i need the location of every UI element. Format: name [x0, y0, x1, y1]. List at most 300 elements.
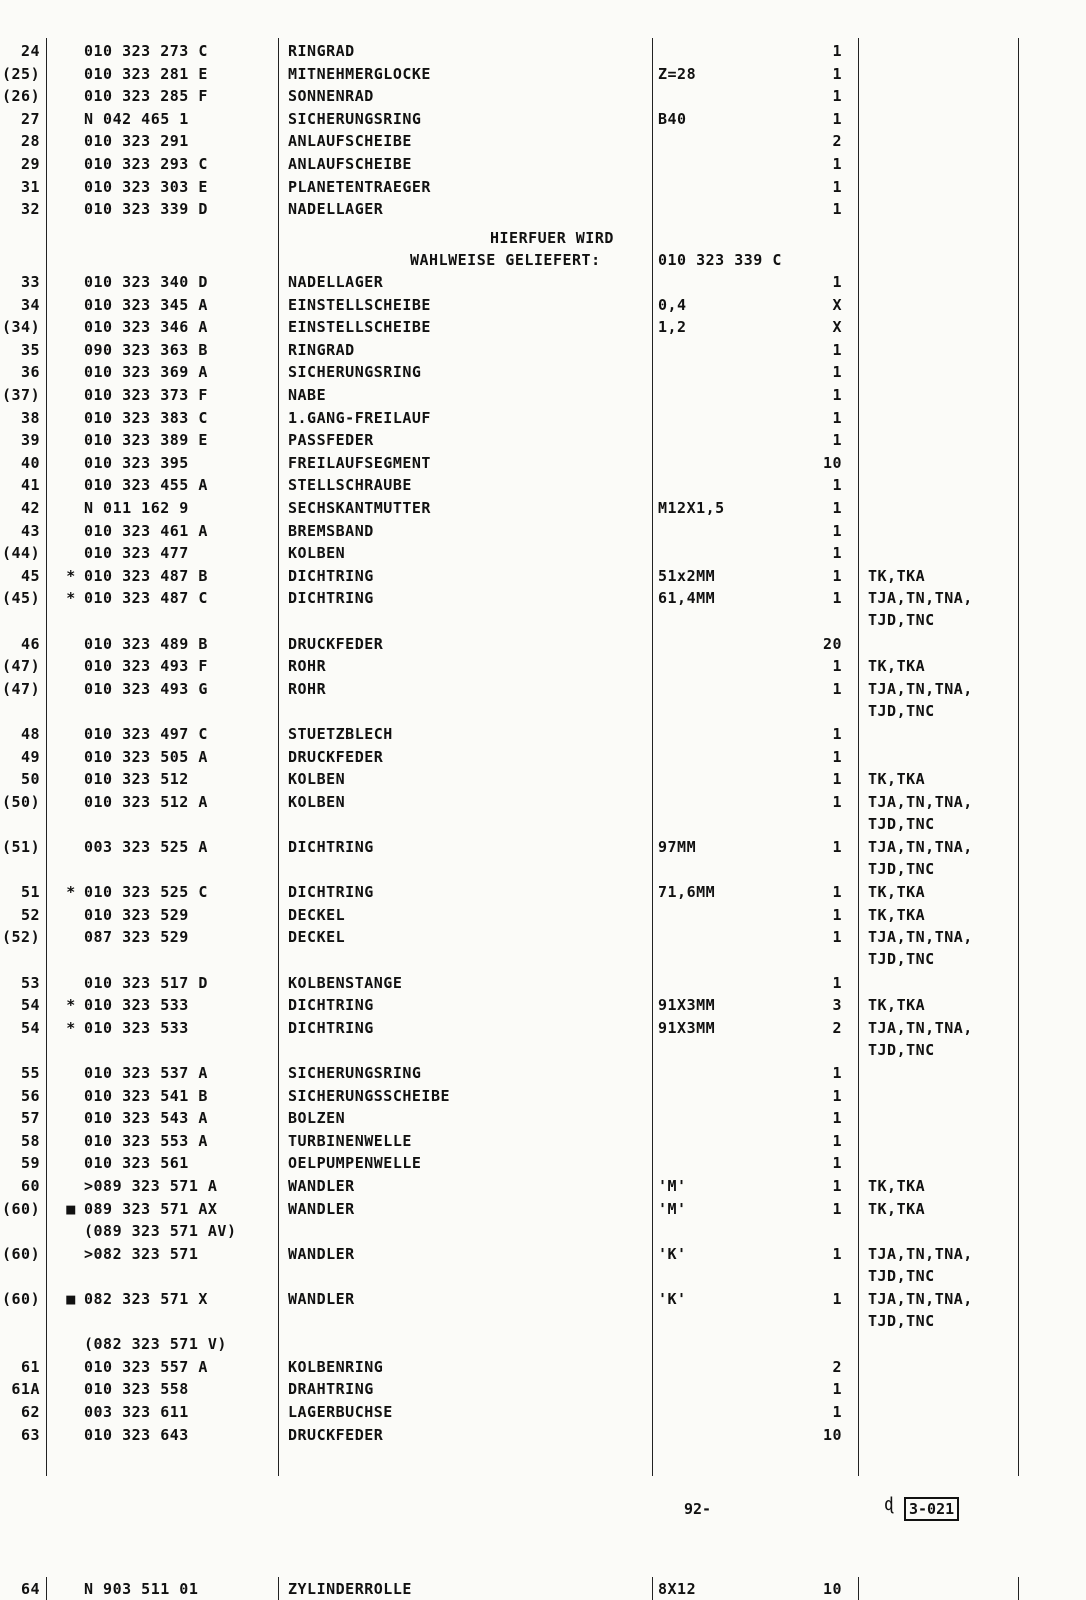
quantity: 1 [832, 1403, 842, 1421]
part-number: N 011 162 9 [84, 499, 189, 517]
part-number: >089 323 571 A [84, 1177, 218, 1195]
quantity: 1 [832, 928, 842, 947]
quantity: 1 [832, 87, 842, 106]
position-number: 33 [20, 273, 40, 291]
quantity: 1 [832, 973, 842, 992]
position-number: 48 [20, 725, 40, 743]
table-row [0, 1220, 1086, 1242]
quantity: 1 [832, 1154, 842, 1173]
position-number: 51 [20, 883, 40, 902]
part-number: 010 323 461 A [84, 521, 208, 540]
position-number: 61A [11, 1380, 40, 1399]
table-row [0, 1130, 1086, 1152]
table-row [0, 565, 1086, 587]
part-description: ANLAUFSCHEIBE [288, 132, 412, 151]
quantity: 1 [832, 566, 842, 585]
part-number: 003 323 525 A [84, 838, 208, 856]
table-row [0, 130, 1086, 152]
part-spec: 71,6MM [658, 883, 716, 902]
part-spec: 'M' [658, 1177, 687, 1195]
quantity: 1 [832, 155, 842, 173]
part-spec: 0,4 [658, 295, 687, 314]
position-number: (45) [2, 589, 41, 608]
part-number: 010 323 525 C [84, 883, 208, 902]
part-description: KOLBEN [288, 544, 346, 563]
part-description: OELPUMPENWELLE [288, 1154, 422, 1173]
table-row [0, 1378, 1086, 1400]
part-number: 010 323 339 D [84, 200, 208, 219]
part-spec: 91X3MM [658, 1018, 716, 1037]
part-description: TURBINENWELLE [288, 1131, 412, 1150]
table-row [0, 361, 1086, 383]
part-number: 010 323 541 B [84, 1086, 208, 1105]
quantity: 1 [832, 657, 842, 676]
quantity: 1 [832, 792, 842, 811]
table-row [0, 1198, 1086, 1220]
position-number: (60) [2, 1290, 41, 1308]
part-description: WANDLER [288, 1199, 355, 1218]
part-number: 010 323 543 A [84, 1109, 208, 1128]
part-number: 010 323 505 A [84, 747, 208, 766]
part-description: STUETZBLECH [288, 725, 393, 743]
position-number: (25) [2, 64, 41, 83]
model-applicability: TJA,TN,TNA, [868, 838, 973, 856]
part-number: 010 323 487 C [84, 589, 208, 608]
position-number: (52) [2, 928, 41, 947]
position-number: 62 [20, 1403, 40, 1421]
part-number: 010 323 537 A [84, 1064, 208, 1082]
part-description: KOLBEN [288, 792, 346, 811]
quantity: 1 [832, 177, 842, 196]
quantity: 1 [832, 544, 842, 563]
quantity: 1 [832, 1380, 842, 1399]
row-marker: * [66, 566, 76, 585]
part-description: KOLBENSTANGE [288, 973, 403, 992]
part-description: DICHTRING [288, 838, 374, 856]
part-spec: M12X1,5 [658, 499, 725, 517]
table-row [0, 339, 1086, 361]
table-row [0, 1062, 1086, 1084]
quantity: X [832, 318, 842, 337]
part-spec: 'K' [658, 1290, 687, 1308]
table-row [0, 1152, 1086, 1174]
table-row [0, 881, 1086, 903]
position-number: 60 [20, 1177, 40, 1195]
position-number: 39 [20, 431, 40, 450]
position-number: 42 [20, 499, 40, 517]
table-row [0, 994, 1086, 1016]
table-row [0, 1175, 1086, 1197]
table-row [0, 452, 1086, 474]
part-number: 010 323 529 [84, 905, 189, 924]
part-number: 010 323 281 E [84, 64, 208, 83]
model-applicability: TJD,TNC [868, 860, 935, 878]
position-number: 63 [20, 1425, 40, 1444]
position-number: 32 [20, 200, 40, 219]
model-applicability: TJD,TNC [868, 611, 935, 630]
row-marker: * [66, 996, 76, 1015]
part-description: DRUCKFEDER [288, 747, 384, 766]
part-number: 010 323 558 [84, 1380, 189, 1399]
table-row [0, 271, 1086, 293]
part-number: 010 323 497 C [84, 725, 208, 743]
part-description: FREILAUFSEGMENT [288, 453, 431, 472]
part-number: 010 323 346 A [84, 318, 208, 337]
part-description: EINSTELLSCHEIBE [288, 318, 431, 337]
quantity: 1 [832, 521, 842, 540]
row-marker: ■ [66, 1199, 76, 1218]
part-description: ZYLINDERROLLE [288, 1580, 412, 1598]
position-number: 54 [20, 996, 40, 1015]
part-description: SECHSKANTMUTTER [288, 499, 431, 517]
table-row [0, 836, 1086, 878]
position-number: 53 [20, 973, 40, 992]
part-number: 010 323 373 F [84, 386, 208, 404]
part-description: EINSTELLSCHEIBE [288, 295, 431, 314]
table-row [0, 746, 1086, 768]
quantity: 2 [832, 1357, 842, 1376]
model-applicability: TK,TKA [868, 657, 926, 676]
quantity: 3 [832, 996, 842, 1015]
part-description: DICHTRING [288, 566, 374, 585]
row-marker: ■ [66, 1290, 76, 1308]
model-applicability: TJD,TNC [868, 1312, 935, 1330]
part-number: N 903 511 01 [84, 1580, 199, 1598]
part-number: 090 323 363 B [84, 340, 208, 359]
part-description: SICHERUNGSRING [288, 109, 422, 128]
position-number: (37) [2, 386, 41, 404]
table-row [0, 904, 1086, 926]
part-number: 010 323 533 [84, 1018, 189, 1037]
part-description: DICHTRING [288, 996, 374, 1015]
part-description: 1.GANG-FREILAUF [288, 408, 431, 427]
position-number: 45 [20, 566, 40, 585]
position-number: 27 [20, 109, 40, 128]
part-spec: 97MM [658, 838, 697, 856]
table-row [0, 1578, 1086, 1600]
quantity: 1 [832, 1064, 842, 1082]
part-description: RINGRAD [288, 340, 355, 359]
table-row [0, 768, 1086, 790]
table-row [0, 429, 1086, 451]
part-number: 010 323 395 [84, 453, 189, 472]
part-description: DICHTRING [288, 883, 374, 902]
quantity: 1 [832, 1131, 842, 1150]
row-marker: * [66, 883, 76, 902]
part-number: 010 323 383 C [84, 408, 208, 427]
part-number: 010 323 273 C [84, 42, 208, 60]
position-number: 52 [20, 905, 40, 924]
model-applicability: TK,TKA [868, 770, 926, 789]
part-description: ROHR [288, 657, 327, 676]
part-number: 010 323 553 A [84, 1131, 208, 1150]
part-spec: 61,4MM [658, 589, 716, 608]
quantity: 1 [832, 408, 842, 427]
part-description: NABE [288, 386, 327, 404]
part-number: 010 323 643 [84, 1425, 189, 1444]
part-description: BREMSBAND [288, 521, 374, 540]
part-number: 089 323 571 AX [84, 1199, 218, 1218]
model-applicability: TJD,TNC [868, 950, 935, 969]
position-number: (47) [2, 679, 41, 698]
position-number: 56 [20, 1086, 40, 1105]
part-description: KOLBEN [288, 770, 346, 789]
table-row [0, 1356, 1086, 1378]
part-spec: 'K' [658, 1244, 687, 1263]
part-description: KOLBENRING [288, 1357, 384, 1376]
part-number: 010 323 512 A [84, 792, 208, 811]
model-applicability: TJA,TN,TNA, [868, 1018, 973, 1037]
page-number: 92- [684, 1500, 712, 1518]
part-description: WANDLER [288, 1177, 355, 1195]
model-applicability: TJD,TNC [868, 1266, 935, 1285]
model-applicability: TJD,TNC [868, 701, 935, 720]
quantity: 1 [832, 589, 842, 608]
position-number: 43 [20, 521, 40, 540]
part-number: (082 323 571 V) [84, 1335, 227, 1354]
model-applicability: TJA,TN,TNA, [868, 928, 973, 947]
quantity: 1 [832, 1199, 842, 1218]
part-spec: 'M' [658, 1199, 687, 1218]
part-description: DRAHTRING [288, 1380, 374, 1399]
part-description: NADELLAGER [288, 200, 384, 219]
quantity: 1 [832, 883, 842, 902]
position-number: (51) [2, 838, 41, 856]
quantity: 10 [822, 453, 842, 472]
position-number: 41 [20, 476, 40, 495]
table-row [0, 85, 1086, 107]
row-marker: * [66, 1018, 76, 1037]
position-number: 57 [20, 1109, 40, 1128]
part-description: LAGERBUCHSE [288, 1403, 393, 1421]
alternate-note-part: 010 323 339 C [658, 251, 782, 269]
table-row [0, 633, 1086, 655]
table-row [0, 1085, 1086, 1107]
position-number: (47) [2, 657, 41, 676]
model-applicability: TK,TKA [868, 905, 926, 924]
position-number: 34 [20, 295, 40, 314]
part-number: 010 323 487 B [84, 566, 208, 585]
position-number: 29 [20, 155, 40, 173]
part-description: ANLAUFSCHEIBE [288, 155, 412, 173]
part-number: 087 323 529 [84, 928, 189, 947]
position-number: 58 [20, 1131, 40, 1150]
table-row [0, 542, 1086, 564]
quantity: 1 [832, 42, 842, 60]
table-row [0, 198, 1086, 220]
part-description: PLANETENTRAEGER [288, 177, 431, 196]
position-number: 24 [20, 42, 40, 60]
table-row [0, 384, 1086, 406]
alternate-note-line2: WAHLWEISE GELIEFERT: [410, 251, 601, 269]
position-number: 38 [20, 408, 40, 427]
quantity: 1 [832, 1086, 842, 1105]
position-number: (34) [2, 318, 41, 337]
part-number: 010 323 291 [84, 132, 189, 151]
part-number: 010 323 493 G [84, 679, 208, 698]
quantity: 1 [832, 340, 842, 359]
table-row [0, 791, 1086, 833]
quantity: 10 [822, 1580, 842, 1598]
alternate-note-line1: HIERFUER WIRD [490, 229, 614, 247]
table-row [0, 655, 1086, 677]
table-row [0, 1107, 1086, 1129]
part-description: SICHERUNGSRING [288, 363, 422, 382]
model-applicability: TJA,TN,TNA, [868, 679, 973, 698]
quantity: 2 [832, 132, 842, 151]
position-number: 36 [20, 363, 40, 382]
position-number: 50 [20, 770, 40, 789]
quantity: 2 [832, 1018, 842, 1037]
table-row [0, 474, 1086, 496]
position-number: 61 [20, 1357, 40, 1376]
part-spec: Z=28 [658, 64, 697, 83]
quantity: 1 [832, 770, 842, 789]
quantity: 1 [832, 64, 842, 83]
table-row [0, 587, 1086, 630]
part-number: 010 323 293 C [84, 155, 208, 173]
part-description: DECKEL [288, 928, 346, 947]
part-description: SICHERUNGSSCHEIBE [288, 1086, 451, 1105]
quantity: 1 [832, 1177, 842, 1195]
row-marker: * [66, 589, 76, 608]
part-description: DICHTRING [288, 589, 374, 608]
part-description: DICHTRING [288, 1018, 374, 1037]
quantity: 1 [832, 905, 842, 924]
part-description: BOLZEN [288, 1109, 346, 1128]
part-number: 010 323 517 D [84, 973, 208, 992]
quantity: 1 [832, 747, 842, 766]
part-number: 010 323 369 A [84, 363, 208, 382]
table-row [0, 497, 1086, 519]
quantity: 1 [832, 363, 842, 382]
quantity: 1 [832, 1109, 842, 1128]
quantity: 1 [832, 499, 842, 517]
part-number: >082 323 571 [84, 1244, 199, 1263]
quantity: 1 [832, 431, 842, 450]
part-number: 010 323 455 A [84, 476, 208, 495]
position-number: 54 [20, 1018, 40, 1037]
table-row [0, 40, 1086, 62]
part-description: STELLSCHRAUBE [288, 476, 412, 495]
part-description: WANDLER [288, 1244, 355, 1263]
position-number: (50) [2, 792, 41, 811]
table-row [0, 176, 1086, 198]
quantity: X [832, 295, 842, 314]
table-row [0, 1243, 1086, 1285]
model-applicability: TJA,TN,TNA, [868, 792, 973, 811]
table-row [0, 1401, 1086, 1423]
model-applicability: TK,TKA [868, 566, 926, 585]
quantity: 1 [832, 679, 842, 698]
model-applicability: TJA,TN,TNA, [868, 1244, 973, 1263]
quantity: 1 [832, 838, 842, 856]
table-row [0, 926, 1086, 969]
part-description: MITNEHMERGLOCKE [288, 64, 431, 83]
part-description: DRUCKFEDER [288, 1425, 384, 1444]
part-spec: 8X12 [658, 1580, 697, 1598]
position-number: 64 [20, 1580, 40, 1598]
table-row [0, 723, 1086, 745]
part-description: NADELLAGER [288, 273, 384, 291]
model-applicability: TK,TKA [868, 1177, 926, 1195]
part-number: 010 323 303 E [84, 177, 208, 196]
table-row [0, 1017, 1086, 1059]
part-description: SONNENRAD [288, 87, 374, 106]
quantity: 1 [832, 109, 842, 128]
table-row [0, 1424, 1086, 1446]
position-number: 55 [20, 1064, 40, 1082]
position-number: 35 [20, 340, 40, 359]
part-number: 010 323 389 E [84, 431, 208, 450]
table-row [0, 63, 1086, 85]
part-description: RINGRAD [288, 42, 355, 60]
quantity: 20 [822, 634, 842, 653]
part-description: ROHR [288, 679, 327, 698]
part-description: WANDLER [288, 1290, 355, 1308]
part-number: 010 323 561 [84, 1154, 189, 1173]
quantity: 1 [832, 476, 842, 495]
part-number: 010 323 489 B [84, 634, 208, 653]
model-applicability: TK,TKA [868, 1199, 926, 1218]
part-number: 003 323 611 [84, 1403, 189, 1421]
part-number: 010 323 285 F [84, 87, 208, 106]
table-row [0, 153, 1086, 175]
model-applicability: TJD,TNC [868, 814, 935, 833]
reference-box: 3-021 [904, 1497, 959, 1521]
position-number: (44) [2, 544, 41, 563]
model-applicability: TK,TKA [868, 996, 926, 1015]
quantity: 1 [832, 386, 842, 404]
part-number: 010 323 512 [84, 770, 189, 789]
table-row [0, 520, 1086, 542]
table-row [0, 1288, 1086, 1330]
part-number: 010 323 477 [84, 544, 189, 563]
part-number: 082 323 571 X [84, 1290, 208, 1308]
model-applicability: TJA,TN,TNA, [868, 1290, 973, 1308]
part-number: N 042 465 1 [84, 109, 189, 128]
part-number: (089 323 571 AV) [84, 1222, 237, 1241]
part-description: PASSFEDER [288, 431, 374, 450]
part-description: DECKEL [288, 905, 346, 924]
part-number: 010 323 533 [84, 996, 189, 1015]
part-description: SICHERUNGSRING [288, 1064, 422, 1082]
table-row [0, 972, 1086, 994]
model-applicability: TJA,TN,TNA, [868, 589, 973, 608]
quantity: 1 [832, 1244, 842, 1263]
position-number: (60) [2, 1244, 41, 1263]
position-number: 59 [20, 1154, 40, 1173]
position-number: (26) [2, 87, 41, 106]
table-row [0, 294, 1086, 316]
part-spec: 51x2MM [658, 566, 716, 585]
table-row [0, 678, 1086, 720]
table-row [0, 407, 1086, 429]
position-number: 40 [20, 453, 40, 472]
position-number: 49 [20, 747, 40, 766]
part-description: DRUCKFEDER [288, 634, 384, 653]
part-number: 010 323 557 A [84, 1357, 208, 1376]
table-row [0, 316, 1086, 338]
position-number: 46 [20, 634, 40, 653]
quantity: 1 [832, 200, 842, 219]
quantity: 1 [832, 725, 842, 743]
part-number: 010 323 340 D [84, 273, 208, 291]
position-number: 28 [20, 132, 40, 151]
part-number: 010 323 493 F [84, 657, 208, 676]
table-row [0, 108, 1086, 130]
part-spec: B40 [658, 109, 687, 128]
